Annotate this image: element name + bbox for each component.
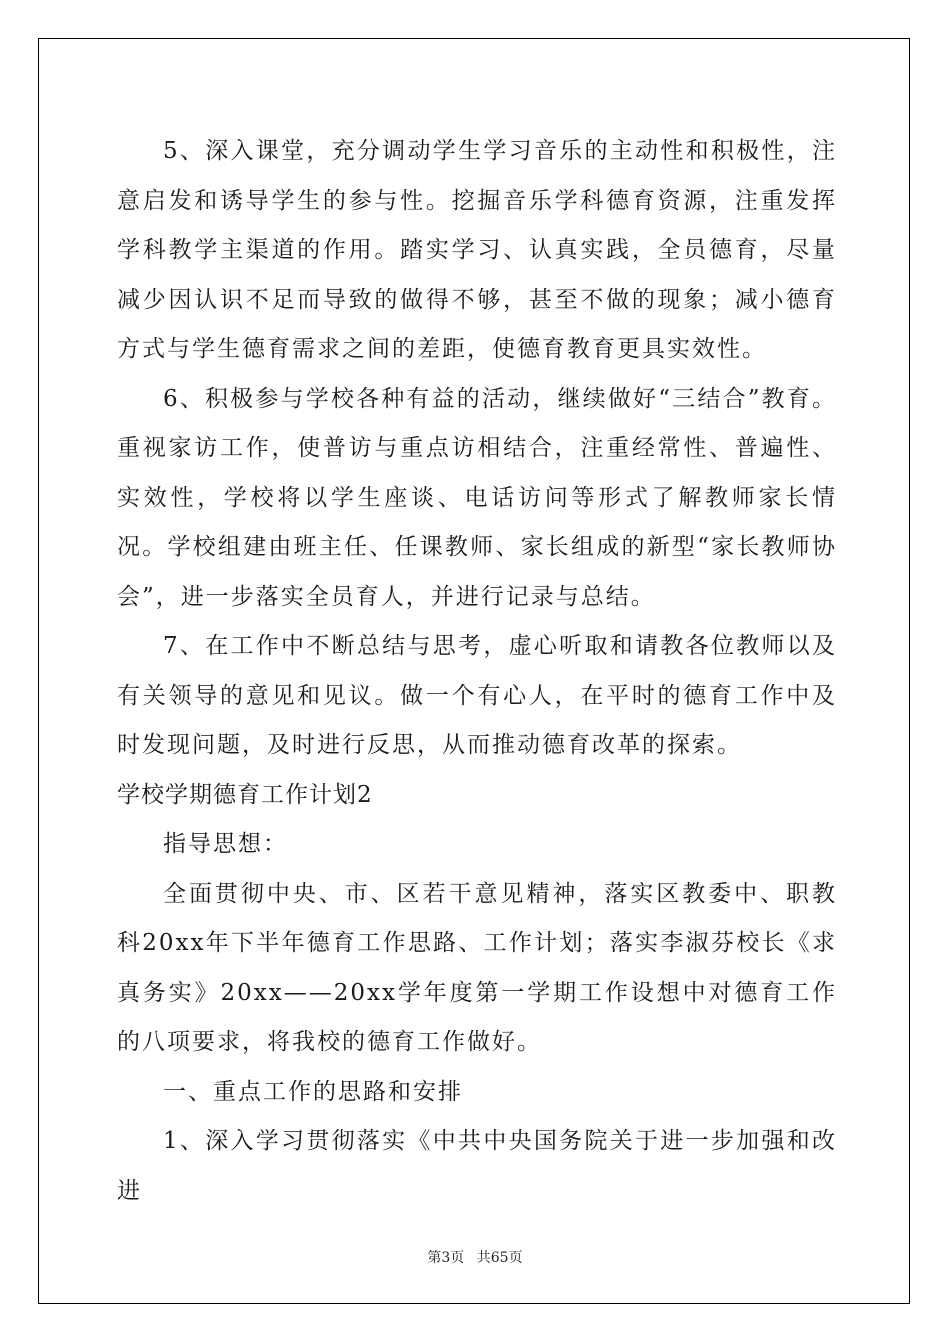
- page-footer: [0, 1247, 950, 1267]
- guide-label: 指导思想：: [163, 831, 288, 857]
- paragraph-item-7: 7、在工作中不断总结与思考，虚心听取和请教各位教师以及有关领导的意见和见议。做一个有心人，在平时的德育工作中及时发现问题，及时进行反思，从而推动德育改革的探索。: [117, 633, 837, 758]
- page-number: 第3页: [427, 1250, 465, 1266]
- paragraph-item-6: 6、积极参与学校各种有益的活动，继续做好“三结合”教育。重视家访工作，使普访与重点访相结合，注重经常性、普遍性、实效性，学校将以学生座谈、电话访问等形式了解教师家长情况。学校组建由班主任、任课教师、家长组成的新型“家长教师协会”，进一步落实全员育人，并进行记录与总结。: [117, 385, 837, 610]
- guide-paragraph: 全面贯彻中央、市、区若干意见精神，落实区教委中、职教科20xx年下半年德育工作思路、工作计划；落实李淑芬校长《求真务实》20xx——20xx学年度第一学期工作设想中对德育工作的八项要求，将我校的德育工作做好。: [117, 880, 837, 1055]
- page-total: 共65页: [476, 1250, 523, 1266]
- list-item-1: 1、深入学习贯彻落实《中共中央国务院关于进一步加强和改进: [117, 1128, 837, 1204]
- document-body: [117, 127, 837, 1216]
- paragraph-item-5: 5、深入课堂，充分调动学生学习音乐的主动性和积极性，注意启发和诱导学生的参与性。挖掘音乐学科德育资源，注重发挥学科教学主渠道的作用。踏实学习、认真实践，全员德育，尽量减少因认识不足而导致的做得不够，甚至不做的现象；减小德育方式与学生德育需求之间的差距，使德育教育更具实效性。: [117, 138, 837, 362]
- section-title: 学校学期德育工作计划2: [117, 781, 373, 808]
- section-heading-1: 一、重点工作的思路和安排: [163, 1078, 463, 1105]
